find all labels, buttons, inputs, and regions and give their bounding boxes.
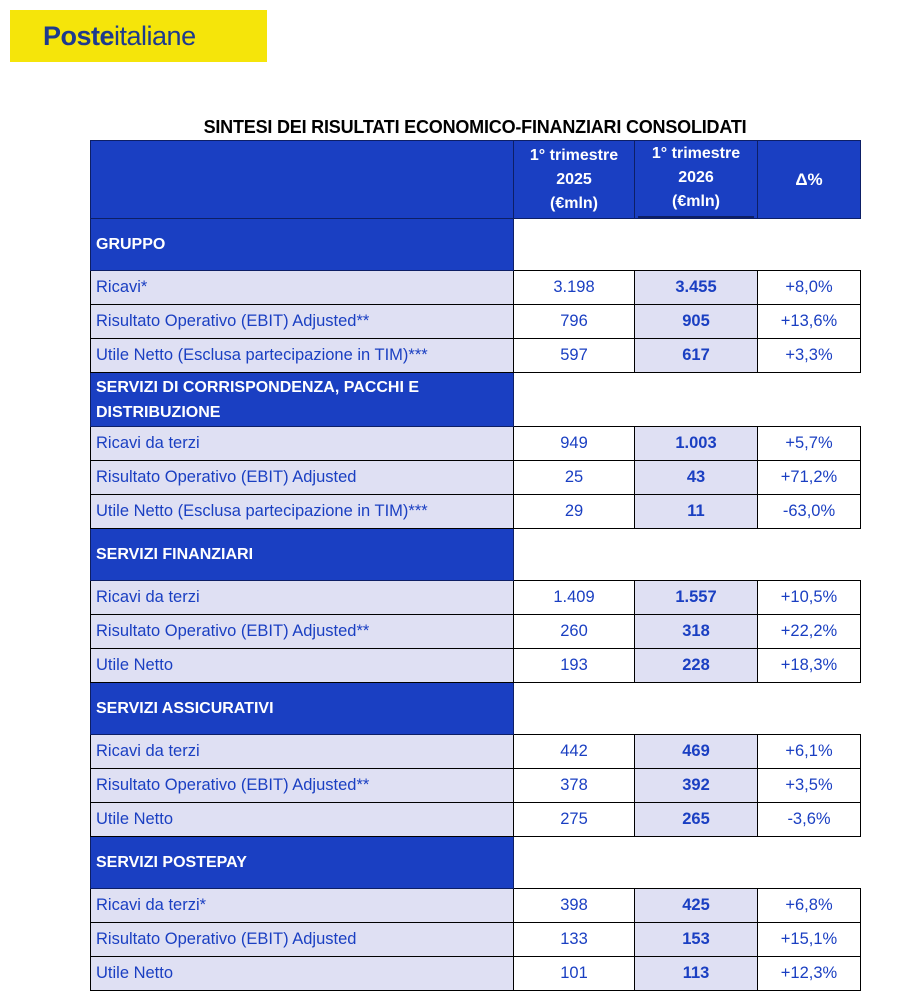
logo-text-bold: Poste [43,20,115,51]
value-2026: 43 [635,461,758,495]
row-label: Utile Netto [91,957,514,991]
row-label: Ricavi da terzi [91,427,514,461]
results-table [90,140,861,991]
value-2025: 597 [514,339,635,373]
value-delta: +71,2% [758,461,861,495]
value-2026: 905 [635,305,758,339]
value-delta: +18,3% [758,649,861,683]
table-row [91,339,861,373]
header-2025-line1: 1° trimestre [529,146,619,164]
row-label: Utile Netto (Esclusa partecipazione in TIM)*** [91,339,514,373]
value-delta: +6,1% [758,735,861,769]
section-title: SERVIZI ASSICURATIVI [91,683,514,735]
row-label: Ricavi* [91,271,514,305]
header-blank-cell [91,141,514,219]
value-delta: +10,5% [758,581,861,615]
header-2025-line2: 2025 [556,170,592,188]
value-delta: +15,1% [758,923,861,957]
value-delta: +3,5% [758,769,861,803]
logo-text-regular: italiane [114,20,196,51]
row-label: Utile Netto [91,649,514,683]
value-delta: +8,0% [758,271,861,305]
value-2025: 133 [514,923,635,957]
table-row [91,427,861,461]
value-delta: +22,2% [758,615,861,649]
value-2025: 1.409 [514,581,635,615]
value-2026: 1.003 [635,427,758,461]
header-2025-line3: (€mln) [550,194,598,212]
table-row [91,923,861,957]
value-2026: 3.455 [635,271,758,305]
value-delta: +3,3% [758,339,861,373]
table-row [91,735,861,769]
header-delta: Δ% [758,141,861,219]
value-2025: 29 [514,495,635,529]
value-2025: 25 [514,461,635,495]
value-2025: 378 [514,769,635,803]
value-2025: 275 [514,803,635,837]
table-row [91,495,861,529]
logo-text [43,20,196,51]
value-2026: 228 [635,649,758,683]
section-title: SERVIZI DI CORRISPONDENZA, PACCHI E DISTRIBUZIONE [91,373,514,427]
table-row [91,957,861,991]
table-row [91,889,861,923]
section-header-row [91,529,861,581]
table-row [91,461,861,495]
value-2026: 153 [635,923,758,957]
value-2025: 442 [514,735,635,769]
section-header-row [91,683,861,735]
section-header-row [91,837,861,889]
table-row [91,803,861,837]
row-label: Utile Netto (Esclusa partecipazione in TIM)*** [91,495,514,529]
table-row [91,271,861,305]
row-label: Risultato Operativo (EBIT) Adjusted [91,923,514,957]
value-2025: 398 [514,889,635,923]
row-label: Ricavi da terzi* [91,889,514,923]
value-2025: 193 [514,649,635,683]
section-title: SERVIZI FINANZIARI [91,529,514,581]
section-empty-cell [514,219,861,271]
section-title: GRUPPO [91,219,514,271]
row-label: Ricavi da terzi [91,735,514,769]
value-delta: +12,3% [758,957,861,991]
row-label: Ricavi da terzi [91,581,514,615]
header-2026-line2: 2026 [678,168,714,186]
table-row [91,769,861,803]
value-2026: 392 [635,769,758,803]
posteitaliane-logo [10,10,267,62]
value-delta: -3,6% [758,803,861,837]
table-header-row [91,141,861,219]
value-2026: 469 [635,735,758,769]
value-2025: 3.198 [514,271,635,305]
value-delta: +13,6% [758,305,861,339]
row-label: Risultato Operativo (EBIT) Adjusted** [91,769,514,803]
value-2025: 260 [514,615,635,649]
value-delta: -63,0% [758,495,861,529]
row-label: Risultato Operativo (EBIT) Adjusted** [91,305,514,339]
page-title: SINTESI DEI RISULTATI ECONOMICO-FINANZIARI CONSOLIDATI [203,117,747,137]
value-2026: 113 [635,957,758,991]
section-empty-cell [514,837,861,889]
value-2026: 318 [635,615,758,649]
row-label: Utile Netto [91,803,514,837]
header-2026-box [638,142,754,218]
section-title: SERVIZI POSTEPAY [91,837,514,889]
section-empty-cell [514,683,861,735]
value-2026: 425 [635,889,758,923]
section-empty-cell [514,373,861,427]
header-2026 [635,141,758,219]
table-row [91,305,861,339]
header-2025 [514,141,635,219]
table-row [91,649,861,683]
value-2025: 796 [514,305,635,339]
section-empty-cell [514,529,861,581]
section-header-row [91,373,861,427]
value-2026: 617 [635,339,758,373]
value-delta: +5,7% [758,427,861,461]
value-2025: 101 [514,957,635,991]
value-delta: +6,8% [758,889,861,923]
section-header-row [91,219,861,271]
header-2026-line1: 1° trimestre [651,144,741,162]
row-label: Risultato Operativo (EBIT) Adjusted [91,461,514,495]
value-2026: 265 [635,803,758,837]
table-row [91,615,861,649]
value-2025: 949 [514,427,635,461]
value-2026: 1.557 [635,581,758,615]
row-label: Risultato Operativo (EBIT) Adjusted** [91,615,514,649]
header-2026-line3: (€mln) [672,192,720,210]
value-2026: 11 [635,495,758,529]
table-row [91,581,861,615]
